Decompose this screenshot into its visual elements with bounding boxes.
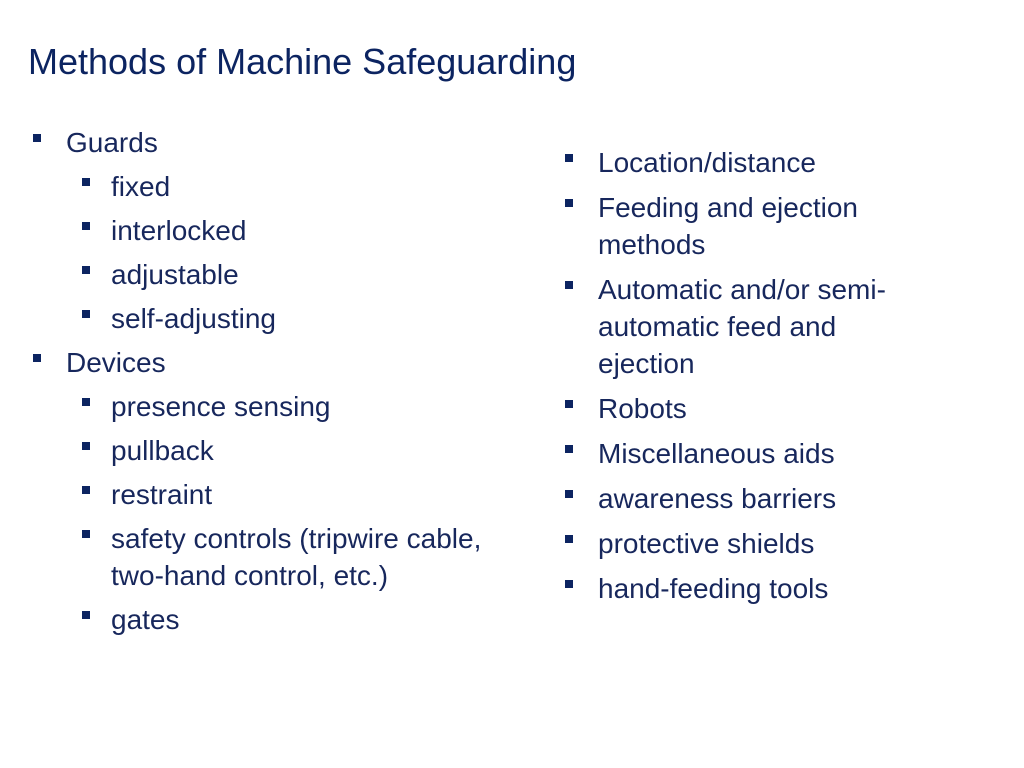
list-item-location-distance [562,144,902,181]
list-item-hand-feeding-tools [562,570,902,607]
square-bullet-icon [33,354,41,362]
square-bullet-icon [82,222,90,230]
list-item-text: Miscellaneous aids [598,438,835,469]
list-item-restraint [30,476,530,513]
list-item-text: adjustable [111,259,239,290]
list-item-text: Guards [66,127,158,158]
list-item-text: Automatic and/or semi-automatic feed and ejection [598,274,886,379]
list-item-miscellaneous-aids [562,435,902,472]
square-bullet-icon [565,199,573,207]
list-item-robots [562,390,902,427]
list-item-guards [30,124,530,161]
right-bullet-list [562,144,902,615]
list-item-text: interlocked [111,215,247,246]
list-item-text: presence sensing [111,391,331,422]
list-item-text: Feeding and ejection methods [598,192,858,260]
list-item-pullback [30,432,530,469]
list-item-automatic-feed [562,271,902,382]
list-item-text: self-adjusting [111,303,276,334]
square-bullet-icon [565,445,573,453]
square-bullet-icon [565,535,573,543]
square-bullet-icon [565,281,573,289]
list-item-safety-controls [30,520,530,594]
list-item-awareness-barriers [562,480,902,517]
list-item-feeding-ejection [562,189,902,263]
square-bullet-icon [82,442,90,450]
slide-title: Methods of Machine Safeguarding [28,41,577,82]
square-bullet-icon [82,310,90,318]
list-item-text: Devices [66,347,166,378]
list-item-self-adjusting [30,300,530,337]
square-bullet-icon [82,530,90,538]
square-bullet-icon [565,154,573,162]
list-item-interlocked [30,212,530,249]
list-item-protective-shields [562,525,902,562]
list-item-text: Robots [598,393,687,424]
list-item-devices [30,344,530,381]
list-item-adjustable [30,256,530,293]
square-bullet-icon [565,490,573,498]
list-item-gates [30,601,530,638]
square-bullet-icon [565,580,573,588]
list-item-text: pullback [111,435,214,466]
square-bullet-icon [82,611,90,619]
left-bullet-list [30,124,530,645]
list-item-text: hand-feeding tools [598,573,829,604]
list-item-text: fixed [111,171,171,202]
list-item-presence-sensing [30,388,530,425]
list-item-text: restraint [111,479,213,510]
list-item-text: safety controls (tripwire cable, two-hand control, etc.) [111,523,482,591]
square-bullet-icon [33,134,41,142]
square-bullet-icon [565,400,573,408]
square-bullet-icon [82,178,90,186]
list-item-text: awareness barriers [598,483,837,514]
list-item-text: gates [111,604,180,635]
square-bullet-icon [82,266,90,274]
list-item-fixed [30,168,530,205]
list-item-text: protective shields [598,528,815,559]
list-item-text: Location/distance [598,147,816,178]
square-bullet-icon [82,398,90,406]
square-bullet-icon [82,486,90,494]
